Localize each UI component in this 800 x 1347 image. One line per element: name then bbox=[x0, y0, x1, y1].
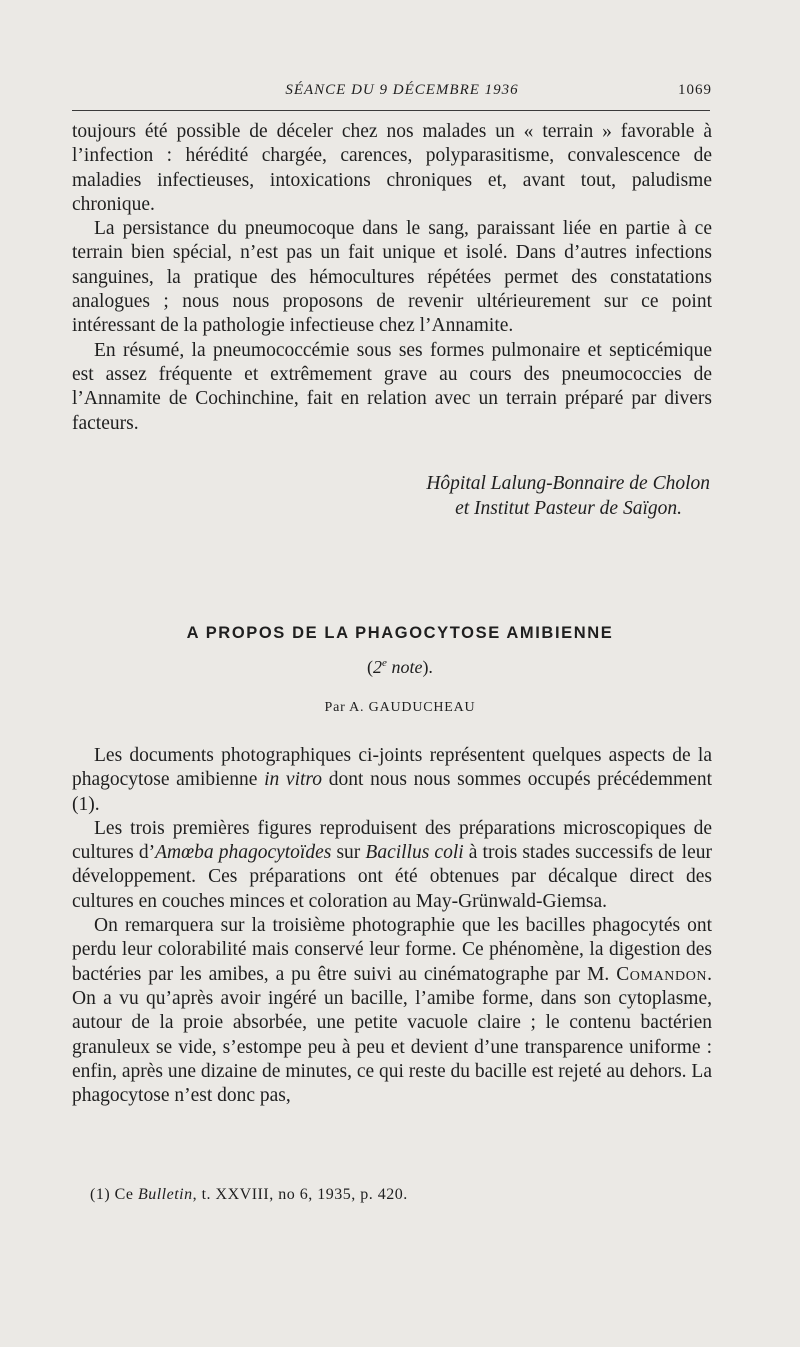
note-close: ). bbox=[422, 657, 433, 677]
italic-run: in vitro bbox=[264, 769, 323, 791]
text-run: On remarquera sur la troisième photographie que les bacilles phagocytés ont perdu leur colorabilité mais conservé leur forme. Ce phénomène, la digestion des bactéries par les amibes, a pu être suivi au cinématographe par M. bbox=[72, 915, 712, 985]
institution-signature bbox=[72, 472, 710, 521]
footnote-suffix: , t. XXVIII, no 6, 1935, p. 420. bbox=[192, 1186, 408, 1203]
previous-article-conclusion bbox=[72, 120, 712, 436]
article-body bbox=[72, 744, 712, 1108]
paragraph-summary: En résumé, la pneumococcémie sous ses formes pulmonaire et septicémique est assez fréquente et extrêmement grave au cours des pneumococcies de l’Annamite de Cochinchine, fait en relation avec un terrain préparé par divers facteurs. bbox=[72, 339, 712, 434]
paragraph-persistence: La persistance du pneumocoque dans le sang, paraissant liée en partie à ce terrain bien spécial, n’est pas un fait unique et isolé. Dans d’autres infections sanguines, la pratique des hémocultures répétées permet des constatations analogues ; nous nous proposons de revenir ultérieurement sur ce point intéressant de la pathologie infectieuse chez l’Annamite. bbox=[72, 218, 712, 337]
note-open: ( bbox=[367, 657, 374, 677]
text-run: Les trois premières figures reproduisent des préparations microscopiques de cultures d’ bbox=[72, 817, 712, 864]
signature-line-1: Hôpital Lalung-Bonnaire de Cholon bbox=[426, 473, 710, 494]
footnote-prefix: (1) Ce bbox=[90, 1186, 138, 1203]
text-run: . On a vu qu’après avoir ingéré un bacille, l’amibe forme, dans son cytoplasme, autour de la proie absorbée, une petite vacuole claire ; le contenu bactérien granuleux se vide, s’estompe peu à peu et devient d’une transparence uniforme : enfin, après une dizaine de minutes, ce qui reste du bacille est rejeté au dehors. La phagocytose n’est donc pas, bbox=[72, 963, 712, 1107]
paragraph-documents bbox=[72, 744, 712, 817]
note-number: 2 bbox=[373, 657, 383, 677]
small-caps-run: Comandon bbox=[616, 963, 708, 985]
footnote-italic: Bulletin bbox=[137, 1186, 193, 1203]
paragraph-continuation: toujours été possible de déceler chez nos malades un « terrain » favorable à l’infection : hérédité chargée, carences, polyparasitisme, convalescence de maladies infectieuses, intoxications chroniques et, avant tout, paludisme chronique. bbox=[72, 121, 712, 215]
author-name: GAUDUCHEAU bbox=[368, 700, 476, 715]
text-run: à trois stades successifs de leur développement. Ces préparations ont été obtenues par décalque direct des cultures en couches minces et coloration au May-Grünwald-Giemsa. bbox=[72, 842, 712, 912]
text-run: dont nous nous sommes occupés précédemment (1). bbox=[72, 769, 712, 815]
signature-line-2: et Institut Pasteur de Saïgon. bbox=[455, 497, 682, 519]
paragraph-third-photo bbox=[72, 914, 712, 1108]
text-run: Les documents photographiques ci-joints représentent quelques aspects de la phagocytose amibienne bbox=[72, 745, 712, 791]
page-header bbox=[72, 80, 712, 110]
footnote bbox=[90, 1186, 408, 1204]
author-prefix: Par A. bbox=[324, 700, 365, 715]
article-title: A PROPOS DE LA PHAGOCYTOSE AMIBIENNE bbox=[186, 624, 614, 642]
paragraph-figures bbox=[72, 817, 712, 914]
text-run: sur bbox=[331, 842, 366, 864]
italic-run: Amœba phagocytoïdes bbox=[155, 842, 332, 864]
page-number: 1069 bbox=[678, 82, 712, 98]
header-rule bbox=[72, 110, 710, 111]
article-author bbox=[72, 700, 728, 716]
article-note bbox=[72, 657, 728, 678]
italic-run: Bacillus coli bbox=[365, 842, 464, 864]
running-head: SÉANCE DU 9 DÉCEMBRE 1936 bbox=[285, 82, 519, 98]
note-sup: e bbox=[382, 657, 387, 669]
note-word: note bbox=[391, 657, 423, 677]
